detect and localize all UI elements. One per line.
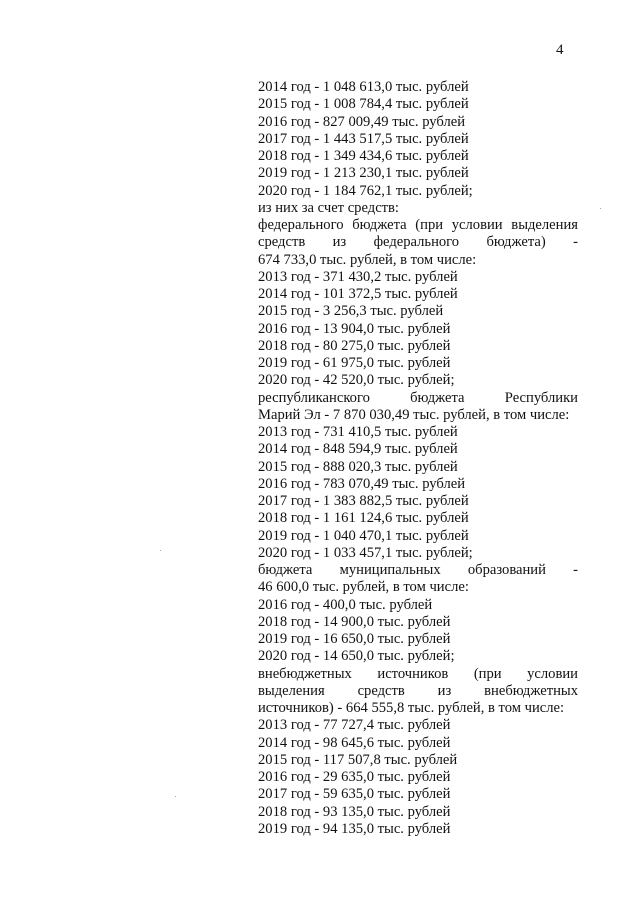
text-line: 2018 год - 14 900,0 тыс. рублей: [258, 613, 451, 630]
text-line: 2014 год - 1 048 613,0 тыс. рублей: [258, 79, 469, 95]
scan-speck: [160, 550, 161, 551]
text-line: 2016 год - 400,0 тыс. рублей: [258, 596, 433, 613]
text-line: 2016 год - 29 635,0 тыс. рублей: [258, 769, 451, 785]
text-line: 2013 год - 77 727,4 тыс. рублей: [258, 717, 451, 734]
text-line: 2020 год - 42 520,0 тыс. рублей;: [258, 372, 455, 389]
text-line: федерального бюджета (при условии выделения: [258, 217, 578, 233]
text-line: 2015 год - 3 256,3 тыс. рублей: [258, 303, 444, 320]
text-line: 46 600,0 тыс. рублей, в том числе:: [258, 579, 469, 596]
page-number: 4: [556, 42, 564, 58]
text-line: 2018 год - 1 161 124,6 тыс. рублей: [258, 510, 469, 527]
document-body: [258, 79, 578, 838]
text-line: 2020 год - 1 184 762,1 тыс. рублей;: [258, 182, 473, 199]
text-line: 2016 год - 827 009,49 тыс. рублей: [258, 113, 466, 130]
text-line: средств из федерального бюджета) -: [258, 234, 578, 251]
text-line: 2017 год - 1 383 882,5 тыс. рублей: [258, 493, 469, 509]
text-line: 2018 год - 80 275,0 тыс. рублей: [258, 337, 451, 354]
text-line: 2017 год - 59 635,0 тыс. рублей: [258, 786, 451, 803]
text-line: 2019 год - 1 040 470,1 тыс. рублей: [258, 527, 469, 544]
text-line: 2014 год - 848 594,9 тыс. рублей: [258, 441, 458, 458]
text-line: 2020 год - 1 033 457,1 тыс. рублей;: [258, 544, 473, 561]
text-line: 2013 год - 371 430,2 тыс. рублей: [258, 268, 458, 285]
text-line: 2016 год - 783 070,49 тыс. рублей: [258, 475, 466, 492]
text-line: из них за счет средств:: [258, 199, 399, 216]
text-line: 2019 год - 16 650,0 тыс. рублей: [258, 631, 451, 647]
text-line: выделения средств из внебюджетных: [258, 682, 578, 699]
text-line: 2014 год - 101 372,5 тыс. рублей: [258, 286, 458, 302]
text-line: 2018 год - 1 349 434,6 тыс. рублей: [258, 148, 469, 164]
text-line: внебюджетных источников (при условии: [258, 665, 578, 682]
text-line: 2019 год - 61 975,0 тыс. рублей: [258, 355, 451, 371]
text-line: 2015 год - 1 008 784,4 тыс. рублей: [258, 96, 469, 113]
text-line: 2017 год - 1 443 517,5 тыс. рублей: [258, 130, 469, 147]
text-line: 2019 год - 94 135,0 тыс. рублей: [258, 820, 451, 837]
text-line: 674 733,0 тыс. рублей, в том числе:: [258, 251, 477, 268]
text-line: Марий Эл - 7 870 030,49 тыс. рублей, в том числе:: [258, 406, 570, 423]
text-line: источников) - 664 555,8 тыс. рублей, в том числе:: [258, 700, 565, 716]
text-line: 2015 год - 888 020,3 тыс. рублей: [258, 458, 458, 475]
text-line: республиканского бюджета Республики: [258, 389, 578, 406]
scan-speck: [175, 796, 176, 797]
text-line: бюджета муниципальных образований -: [258, 562, 578, 578]
scan-speck: [600, 208, 601, 209]
text-line: 2013 год - 731 410,5 тыс. рублей: [258, 424, 458, 440]
text-line: 2018 год - 93 135,0 тыс. рублей: [258, 803, 451, 820]
text-line: 2015 год - 117 507,8 тыс. рублей: [258, 751, 458, 768]
text-line: 2020 год - 14 650,0 тыс. рублей;: [258, 648, 455, 665]
text-line: 2016 год - 13 904,0 тыс. рублей: [258, 320, 451, 337]
text-line: 2019 год - 1 213 230,1 тыс. рублей: [258, 165, 469, 182]
text-line: 2014 год - 98 645,6 тыс. рублей: [258, 734, 451, 751]
